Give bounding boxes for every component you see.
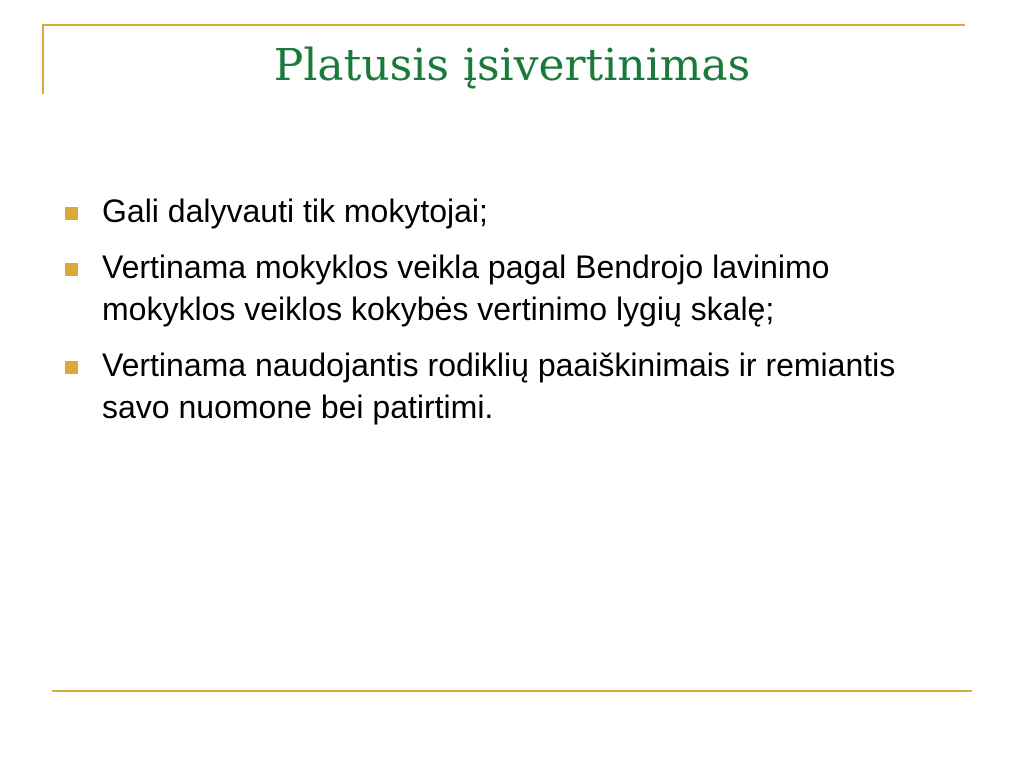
bullet-item [62, 344, 962, 428]
bullet-text: Gali dalyvauti tik mokytojai; [102, 193, 488, 229]
square-bullet-icon [65, 207, 78, 220]
square-bullet-icon [65, 263, 78, 276]
bullet-text: Vertinama mokyklos veikla pagal Bendrojo lavinimo mokyklos veiklos kokybės vertinimo lygių skalę; [102, 249, 830, 327]
square-bullet-icon [65, 361, 78, 374]
bullet-item [62, 246, 962, 330]
slide-title: Platusis įsivertinimas [273, 40, 751, 91]
bullet-list [62, 190, 962, 442]
bullet-text: Vertinama naudojantis rodiklių paaiškinimais ir remiantis savo nuomone bei patirtimi. [102, 347, 896, 425]
bullet-item [62, 190, 962, 232]
bottom-border-line [52, 690, 972, 692]
top-border-line [42, 24, 965, 26]
